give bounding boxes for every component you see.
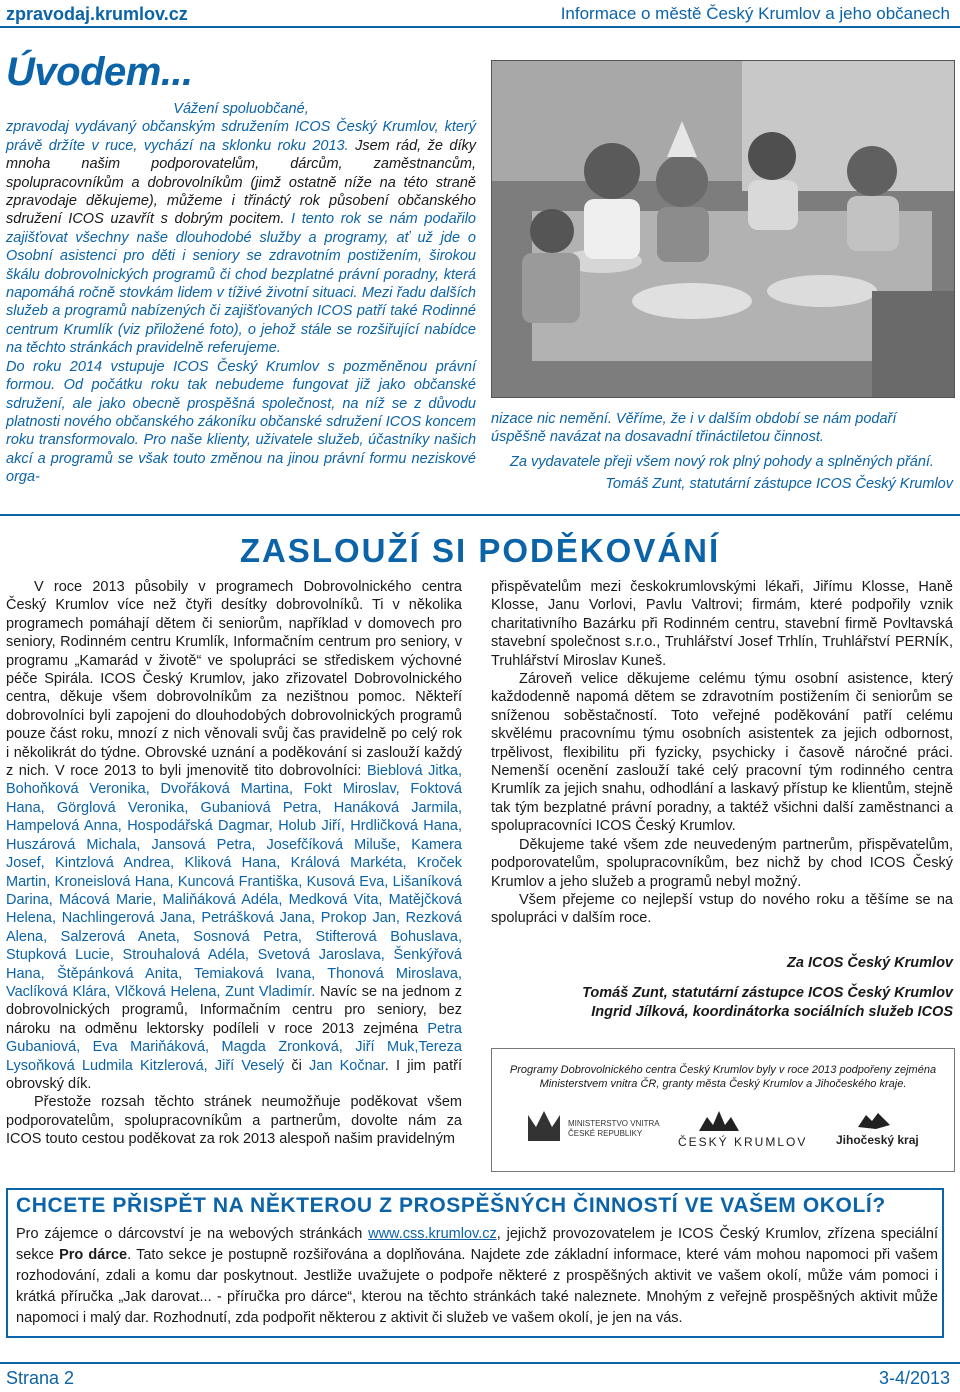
lecturer-names: Petra Gubaniová, Eva Mariňáková, Magda Zronková, Jiří Muk,Tereza Lysoňková Ludmila Kitzlerová, Jiří Veselý — [6, 1020, 462, 1074]
intro-cont-text: nizace nic nemění. Věříme, že i v dalším období se nám podaří úspěšně navázat na dosavadní třináctiletou činnost. — [491, 411, 897, 446]
intro-p3-highlight: Do roku 2014 vstupuje ICOS Český Krumlov s pozměněnou právní formou. — [6, 358, 476, 394]
intro-text — [6, 100, 476, 487]
contribute-text — [16, 1224, 938, 1329]
signature-org: Za ICOS Český Krumlov — [787, 954, 953, 971]
signature-jilkova: Ingrid Jílková, koordinátorka sociálních služeb ICOS — [591, 1003, 953, 1020]
intro-p2-rest: Mezi řadu dalších služeb a programů nabízených či zajišťovaných ICOS patří také Rodinné centrum Krumlík (viz přiložené foto), o jehož stále se rozšiřující nabídce na těchto stránkách pravidelně referujeme. — [6, 285, 476, 357]
site-name: zpravodaj.krumlov.cz — [6, 4, 188, 24]
thanks-left-paragraph-1 — [6, 578, 462, 1093]
photo-illustration — [492, 61, 954, 397]
contribute-text-3: . Tato sekce je postupně rozšiřována a doplňována. Najdete zde základní informace, které vám mohou napomoci při vašem rozhodování, zdali a komu dar poskytnout. Jestliže uvažujete o podpoře některé z prospěšných aktivit ve vašem okolí, může vám pomoci i krátká příručka „Jak darovat... - příručka pro dárce“, kterou na těchto stránkách také naleznete. Mnohým z veřejně prospěšných aktivit může napomoci i malý dar. Rozhodnutí, zda podpořit některou z aktivit či služeb ve vašem okolí, je jen na vás. — [16, 1247, 938, 1326]
ministry-logo — [568, 1119, 660, 1139]
page-number: Strana 2 — [6, 1368, 75, 1388]
thanks-right-column — [491, 578, 953, 1021]
lecturer-last: Jan Kočnar — [309, 1057, 385, 1074]
contribute-text-2: , jejichž provozovatelem je ICOS Český Krumlov, zřízena speciální sekce — [16, 1226, 939, 1263]
thanks-title: ZASLOUŽÍ SI PODĚKOVÁNÍ — [239, 532, 721, 569]
issue-number: 3-4/2013 — [878, 1368, 950, 1388]
intro-p2-highlight: I tento rok se nám podařilo zajišťovat všechny naše dlouhodobé služby a programy, ať už jde o Osobní asistenci pro děti i seniory se zdravotním postižením, širokou škálu dobrovolnických programů či chod bezplatné právní poradny, která napomáhá ročně stovkám lidem v tíživé životní situaci. — [6, 211, 476, 302]
lecturer-conj: či — [284, 1057, 310, 1074]
header-rule — [0, 26, 960, 28]
intro-p1-rest: Jsem rád, že díky mnoha našim podporovatelům, dárcům, zaměstnancům, spolupracovníkům a dobrovolníkům (jimž ostatně níže na této straně zpravodaje děkujeme), můžeme i třináctý rok působení občanského sdružení ICOS uzavřít s dobrým pocitem. — [6, 137, 476, 228]
sponsors-box — [491, 1048, 955, 1172]
signature-zunt: Tomáš Zunt, statutární zástupce ICOS Český Krumlov — [582, 985, 953, 1002]
family-center-photo — [491, 60, 955, 398]
thanks-left-column — [6, 578, 462, 1149]
intro-continuation — [491, 410, 953, 494]
section-divider — [0, 514, 960, 516]
contribute-title: CHCETE PŘISPĚT NA NĚKTEROU Z PROSPĚŠNÝCH ČINNOSTÍ VE VAŠEM OKOLÍ? — [16, 1194, 886, 1217]
ministry-logo-icon — [526, 1107, 562, 1143]
intro-title: Úvodem... — [6, 50, 193, 94]
ministry-line-2: ČESKÉ REPUBLIKY — [568, 1129, 643, 1138]
thanks-right-paragraph-2: Zároveň velice děkujeme celému týmu osobní asistence, který každodenně napomá dětem se zdravotním postižením či seniorům se sníženou soběstačností. Toto veřejné poděkování patří celému skvělému pracovnímu týmu osobních asistentek za jejich odbornost, trpělivost, flexibilitu při fyzicky, psychicky i časově náročné práci. Nemenší ocenění zaslouží také celý pracovní tým rodinného centra Krumlík za jejich snahu, odhodlání a laskavý přístup ke klientům, stejně tak tým bezplatné právní poradny, a taktéž všichni další zaměstnanci a spolupracovníci ICOS Český Krumlov. — [491, 671, 953, 835]
intro-p1-highlight: zpravodaj vydávaný občanským sdružením ICOS Český Krumlov, který právě držíte v ruce, vychází na sklonku roku 2013. — [6, 119, 476, 154]
header-tagline: Informace o městě Český Krumlov a jeho občanech — [560, 4, 950, 23]
region-logo: Jihočeský kraj — [836, 1133, 919, 1147]
contribute-box — [6, 1188, 944, 1338]
sponsors-text: Programy Dobrovolnického centra Český Krumlov byly v roce 2013 podpořeny zejména Ministerstvem vnitra ČR, granty města Český Krumlov a Jihočeského kraje. — [509, 1064, 937, 1090]
lecturer-thanks: . I jim patří obrovský dík. — [6, 1057, 462, 1092]
footer-rule — [0, 1362, 960, 1364]
intro-p3-b: Pro naše klienty, uživatele služeb, účastníky našich akcí a programů se však touto změnou na jinou právní formu neziskové orga- — [6, 432, 477, 486]
thanks-right-paragraph-4: Všem přejeme co nejlepší vstup do nového roku a těšíme se na spolupráci v dalším roce. — [491, 891, 953, 927]
intro-signature: Tomáš Zunt, statutární zástupce ICOS Český Krumlov — [605, 476, 953, 493]
volunteer-names: Bieblová Jitka, Bohoňková Veronika, Dvořáková Martina, Fokt Miroslav, Foktová Hana, Görglová Veronika, Gubaniová Petra, Hanáková Jarmila, Hampelová Anna, Hospodářská Dagmar, Holub Jiří, Hrdličková Hana, Huszárová Michala, Jansová Petra, Josefčíková Miluše, Kamera Josef, Kintzlová Andrea, Kliková Hana, Králová Markéta, Kroček Martin, Kroneislová Hana, Kuncová Františka, Kusová Eva, Lišaníková Darina, Mácová Marie, Maliňáková Adéla, Medková Vita, Matějčková Helena, Nachlingerová Jana, Petrášková Jana, Prokop Jan, Rezková Alena, Salzerová Aneta, Sosnová Petra, Stifterová Bohuslava, Stupková Lucie, Strouhalová Adéla, Svetová Jaroslava, Šenkýřová Hana, Štěpánková Anita, Temiaková Ivana, Thonová Miroslava, Vaclíková Klára, Vlčková Helena, Zunt Vladimír. — [6, 763, 463, 1000]
donor-website-link[interactable]: www.css.krumlov.cz — [368, 1226, 497, 1242]
donor-section-name: Pro dárce — [59, 1247, 128, 1263]
thanks-right-paragraph-1: přispěvatelům mezi českokrumlovskými lékaři, Jiřímu Klosse, Haně Klosse, Janu Vorlovi, Pavlu Valtrovi; firmám, které podpořily vznik charitativního Bazárku při Rodinném centru, stavební firmě Povltavská stavební společnost s.r.o., Truhlářství Josef Trhlín, Truhlářství PERNÍK, Truhlářství Miroslav Kuneš. — [491, 579, 953, 669]
ministry-line-1: MINISTERSTVO VNITRA — [568, 1119, 660, 1128]
city-logo-icon — [697, 1107, 741, 1133]
thanks-left-paragraph-2: Přestože rozsah těchto stránek neumožňuje poděkovat všem podporovatelům, spolupracovníkům a partnerům, dovolte nám za ICOS touto cestou poděkovat za rok 2013 alespoň našim pravidelným — [6, 1094, 462, 1148]
lecturer-intro-text: Navíc se na jednom z dobrovolnických programů, Informačním centru pro seniory, bez nároku na odměnu lektorsky podíleli v roce 2013 zejména — [6, 983, 462, 1037]
intro-greeting: Vážení spoluobčané, — [173, 101, 309, 117]
contribute-text-1: Pro zájemce o dárcovství je na webových stránkách — [16, 1226, 369, 1242]
region-logo-icon — [856, 1111, 892, 1131]
volunteer-intro-text: V roce 2013 působily v programech Dobrovolnického centra Český Krumlov více než čtyři desítky dobrovolníků. Ti v několika programech pomáhají dětem či seniorům, například v domovech pro seniory, Rodinném centru Krumlík, Informačním centrum pro seniory, v programu „Kamarád v životě“ ve spolupráci se střediskem výchovné péče Spirála. ICOS Český Krumlov, jako zřizovatel Dobrovolnického centra, děkuje všem dobrovolníkům za nezištnou pomoc. Někteří dobrovolníci byli zapojeni do dlouhodobých dobrovolnických programů pouze část roku, mnozí z nich věnovali svůj čas pravidelně po celý rok i několikrát do týdne. Obrovské uznání a poděkování si zaslouží každý z nich. V roce 2013 to byli jmenovitě tito dobrovolníci: — [6, 579, 462, 780]
intro-wish: Za vydavatele přeji všem nový rok plný pohody a splněných přání. — [510, 453, 934, 470]
intro-p3-a: Od počátku roku tak nebudeme fungovat již jako občanské sdružení, ale jako obecně prospěšná společnost, na níž se z důvodu platnosti nového občanského zákoníku občanské sdružení ICOS koncem roku transformovalo. — [6, 377, 476, 449]
thanks-right-paragraph-3: Děkujeme také všem zde neuvedeným partnerům, přispěvatelům, podporovatelům, spolupracovníkům, bez nichž by chod ICOS Český Krumlov a jeho služeb a programů nebyl možný. — [491, 836, 953, 890]
intro-paragraph-3 — [6, 358, 476, 487]
intro-paragraph-1 — [6, 118, 476, 357]
city-logo: ČESKÝ KRUMLOV — [678, 1135, 808, 1149]
